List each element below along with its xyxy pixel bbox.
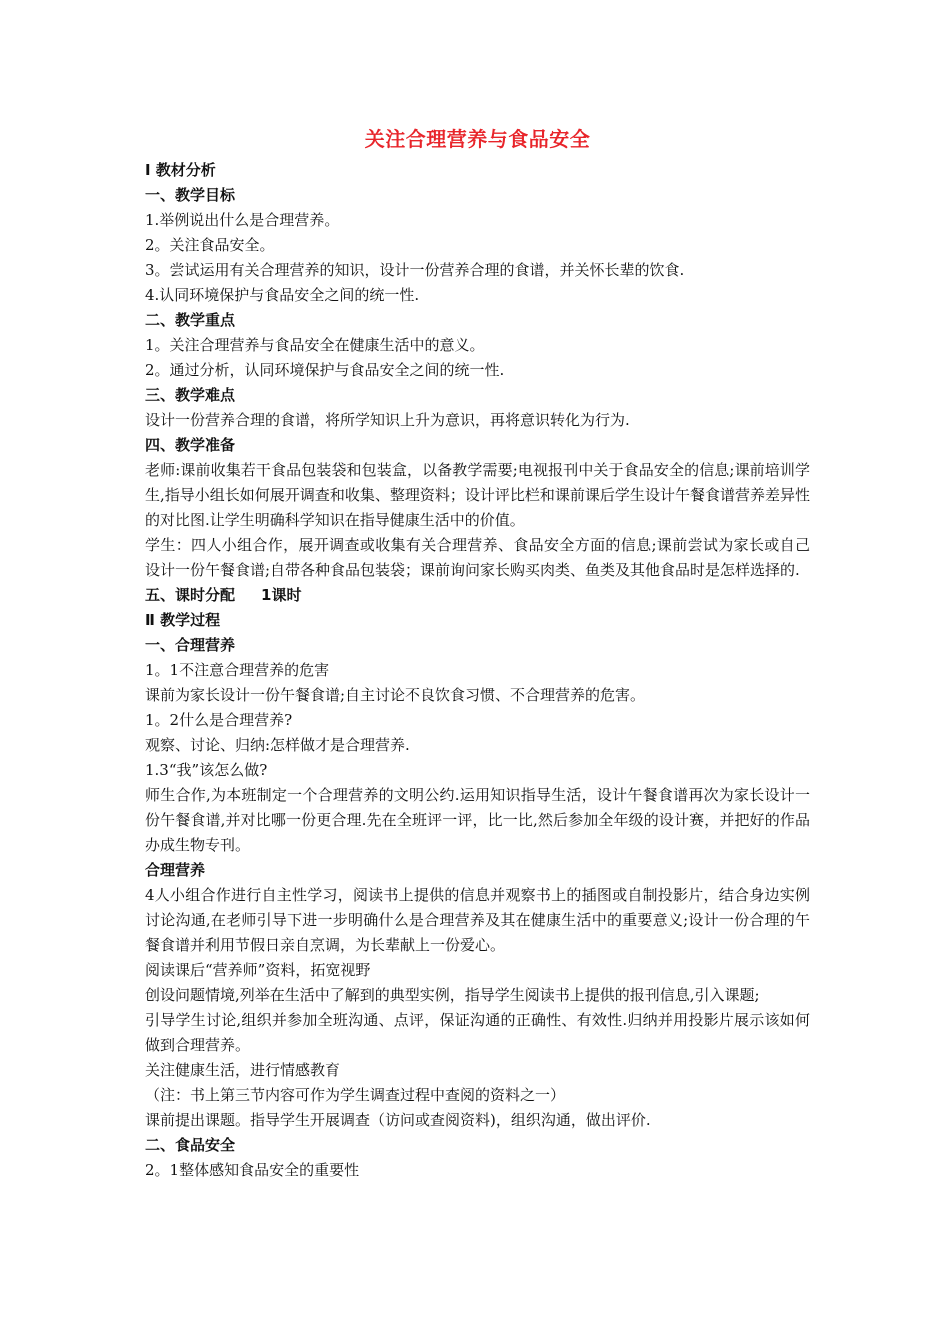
focus-item: 1。关注合理营养与食品安全在健康生活中的意义。 bbox=[145, 336, 485, 354]
focus-item: 2。通过分析，认同环境保护与食品安全之间的统一性. bbox=[145, 361, 505, 379]
goal-item: 1.举例说出什么是合理营养。 bbox=[145, 211, 340, 229]
process-line: 课前提出课题。指导学生开展调查（访问或查阅资料)，组织沟通，做出评价. bbox=[145, 1111, 651, 1129]
section-heading-nutrition: 一、合理营养 bbox=[145, 636, 236, 654]
process-line: 关注健康生活，进行情感教育 bbox=[145, 1061, 341, 1079]
goal-item: 3。尝试运用有关合理营养的知识，设计一份营养合理的食谱，并关怀长辈的饮食. bbox=[145, 261, 685, 279]
process-line: 2。1整体感知食品安全的重要性 bbox=[145, 1161, 360, 1179]
section-heading-schedule bbox=[145, 583, 810, 608]
goal-item: 4.认同环境保护与食品安全之间的统一性. bbox=[145, 286, 420, 304]
preparation-student: 学生：四人小组合作，展开调查或收集有关合理营养、食品安全方面的信息;课前尝试为家长或自己设计一份午餐食谱;自带各种食品包装袋；课前询问家长购买肉类、鱼类及其他食品时是怎样选择的. bbox=[145, 536, 810, 579]
schedule-value: 1课时 bbox=[261, 586, 302, 604]
goal-item: 2。关注食品安全。 bbox=[145, 236, 275, 254]
process-line: 师生合作,为本班制定一个合理营养的文明公约.运用知识指导生活，设计午餐食谱再次为家长设计一份午餐食谱,并对比哪一份更合理.先在全班评一评，比一比,然后参加全年级的设计赛，并把好的作品办成生物专刊。 bbox=[145, 786, 810, 854]
section-heading-preparation: 四、教学准备 bbox=[145, 436, 236, 454]
process-line: 阅读课后“营养师”资料，拓宽视野 bbox=[145, 961, 371, 979]
process-line: 课前为家长设计一份午餐食谱;自主讨论不良饮食习惯、不合理营养的危害。 bbox=[145, 686, 646, 704]
process-line: 观察、讨论、归纳:怎样做才是合理营养. bbox=[145, 736, 410, 754]
process-line: 1。2什么是合理营养? bbox=[145, 711, 293, 729]
process-line: 4人小组合作进行自主性学习，阅读书上提供的信息并观察书上的插图或自制投影片，结合身边实例讨论沟通,在老师引导下进一步明确什么是合理营养及其在健康生活中的重要意义;设计一份合理的午餐食谱并利用节假日亲自烹调，为长辈献上一份爱心。 bbox=[145, 886, 810, 954]
document-page bbox=[145, 118, 810, 1183]
part-heading-1: Ⅰ 教材分析 bbox=[145, 161, 216, 179]
section-heading-goals: 一、教学目标 bbox=[145, 186, 236, 204]
part-heading-2: Ⅱ 教学过程 bbox=[145, 611, 221, 629]
section-heading-focus: 二、教学重点 bbox=[145, 311, 236, 329]
section-heading-food-safety: 二、食品安全 bbox=[145, 1136, 236, 1154]
process-line: 创设问题情境,列举在生活中了解到的典型实例，指导学生阅读书上提供的报刊信息,引入课题; bbox=[145, 986, 760, 1004]
process-line: （注：书上第三节内容可作为学生调查过程中查阅的资料之一） bbox=[145, 1086, 566, 1104]
section-heading-difficulty: 三、教学难点 bbox=[145, 386, 236, 404]
process-line: 1。1不注意合理营养的危害 bbox=[145, 661, 330, 679]
preparation-teacher: 老师:课前收集若干食品包装袋和包装盒，以备教学需要;电视报刊中关于食品安全的信息;课前培训学生,指导小组长如何展开调查和收集、整理资料；设计评比栏和课前课后学生设计午餐食谱营养差异性的对比图.让学生明确科学知识在指导健康生活中的价值。 bbox=[145, 461, 810, 529]
schedule-label: 五、课时分配 bbox=[145, 586, 236, 604]
document-title: 关注合理营养与食品安全 bbox=[364, 127, 591, 151]
subsection-heading-nutrition: 合理营养 bbox=[145, 861, 206, 879]
process-line: 1.3“我”该怎么做? bbox=[145, 761, 268, 779]
process-line: 引导学生讨论,组织并参加全班沟通、点评，保证沟通的正确性、有效性.归纳并用投影片展示该如何做到合理营养。 bbox=[145, 1011, 810, 1054]
difficulty-text: 设计一份营养合理的食谱，将所学知识上升为意识，再将意识转化为行为. bbox=[145, 411, 630, 429]
